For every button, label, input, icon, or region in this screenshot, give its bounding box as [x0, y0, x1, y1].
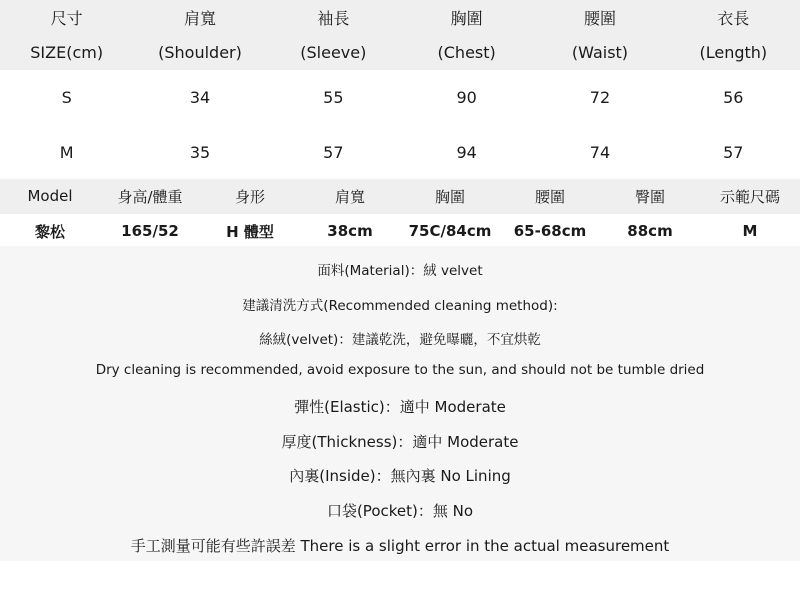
pocket-line: 口袋(Pocket)：無 No — [326, 502, 474, 520]
header-cell: 肩寬 — [183, 8, 216, 28]
header-cell: Model — [27, 187, 73, 205]
cleaning-heading: 建議清洗方式(Recommended cleaning method): — [242, 298, 558, 314]
table-cell: 75C/84cm — [408, 222, 492, 240]
header-cell: 衣長 — [717, 8, 750, 28]
table-cell: 57 — [323, 142, 344, 162]
table-cell: 35 — [189, 142, 211, 162]
table-cell: 34 — [189, 87, 211, 107]
table-cell: H 體型 — [226, 222, 274, 241]
table-row — [0, 82, 800, 112]
header-cell: 胸圍 — [450, 8, 483, 28]
size-label: M — [59, 142, 74, 162]
header-cell: (Waist) — [571, 42, 629, 62]
table-cell: 65-68cm — [513, 222, 587, 240]
header-cell: (Chest) — [437, 42, 496, 62]
header-cell: 臀圍 — [634, 187, 665, 206]
table-cell: 165/52 — [121, 222, 179, 240]
table-cell: 74 — [589, 142, 611, 162]
table-cell: 55 — [323, 87, 344, 107]
model-header — [0, 181, 800, 211]
table-cell: 72 — [589, 87, 611, 107]
table-cell: 94 — [456, 142, 477, 162]
header-cell: 身高/體重 — [117, 187, 183, 206]
header-cell: (Length) — [699, 42, 768, 62]
header-cell: 腰圍 — [583, 8, 616, 28]
header-cell: SIZE(cm) — [30, 42, 104, 62]
table-row — [0, 216, 800, 246]
table-cell: M — [742, 222, 758, 240]
model-name: 黎松 — [34, 222, 65, 241]
size-label: S — [61, 87, 72, 107]
header-cell: 尺寸 — [50, 8, 83, 28]
elastic-line: 彈性(Elastic)：適中 Moderate — [294, 398, 506, 416]
header-cell: 示範尺碼 — [719, 187, 780, 206]
measurement-note: 手工測量可能有些許誤差 There is a slight error in the actual measurement — [130, 537, 670, 555]
table-row — [0, 137, 800, 167]
inside-line: 內裏(Inside)：無內裏 No Lining — [289, 467, 511, 485]
cleaning-en-line: Dry cleaning is recommended, avoid exposure to the sun, and should not be tumble dried — [95, 362, 705, 378]
cleaning-zh-line: 絲絨(velvet)：建議乾洗，避免曝曬，不宜烘乾 — [259, 332, 541, 348]
header-cell: (Shoulder) — [158, 42, 242, 62]
table-cell: 90 — [456, 87, 477, 107]
size-header-zh — [0, 2, 800, 32]
thickness-line: 厚度(Thickness)：適中 Moderate — [281, 433, 519, 451]
header-cell: 胸圍 — [434, 187, 465, 206]
size-header-en — [0, 37, 800, 67]
header-cell: 腰圍 — [534, 187, 565, 206]
header-cell: 身形 — [234, 187, 265, 206]
table-cell: 88cm — [627, 222, 673, 240]
table-cell: 56 — [723, 87, 744, 107]
header-cell: 袖長 — [317, 8, 350, 28]
header-cell: (Sleeve) — [300, 42, 367, 62]
material-line: 面料(Material)：絨 velvet — [317, 263, 483, 279]
table-cell: 38cm — [327, 222, 373, 240]
table-cell: 57 — [723, 142, 744, 162]
header-cell: 肩寬 — [334, 187, 365, 206]
